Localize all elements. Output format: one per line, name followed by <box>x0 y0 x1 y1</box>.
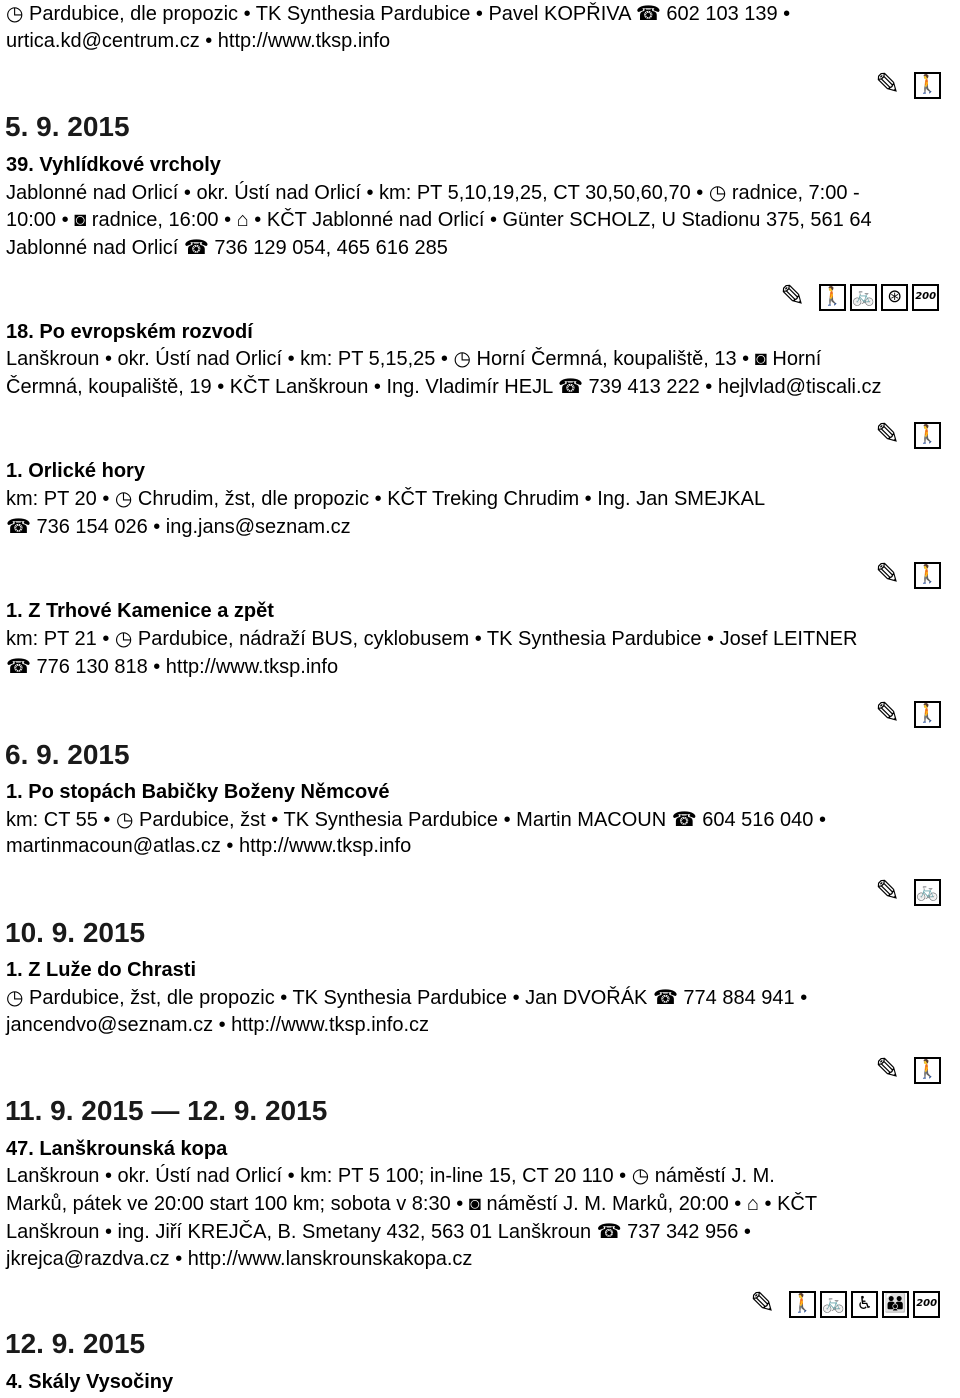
date-heading: 12. 9. 2015 <box>5 1328 146 1359</box>
badge-200-icon: 200 <box>912 284 939 311</box>
wheelchair-icon: ♿ <box>851 1291 878 1318</box>
seal-icon: ⊛ <box>881 284 908 311</box>
event-icons <box>875 1052 941 1087</box>
pencil-icon: ✎ <box>875 1052 901 1087</box>
event-contact-line: Jablonné nad Orlicí ☎ 736 129 054, 465 616 285 <box>6 237 448 259</box>
date-heading: 5. 9. 2015 <box>5 111 130 142</box>
event-info-line: km: PT 20 • ◷ Chrudim, žst, dle propozic • KČT Treking Chrudim • Ing. Jan SMEJKAL <box>6 488 766 510</box>
event-title: 1. Z Luže do Chrasti <box>6 959 197 981</box>
badge-200-icon: 200 <box>913 1291 940 1318</box>
bike-icon: 🚲 <box>820 1291 847 1318</box>
event-title: 1. Z Trhové Kamenice a zpět <box>6 600 274 622</box>
hiker-icon: 🚶 <box>819 284 846 311</box>
date-heading: 6. 9. 2015 <box>5 739 130 770</box>
pencil-icon: ✎ <box>875 696 901 731</box>
event-info-line: Marků, pátek ve 20:00 start 100 km; sobota v 8:30 • ◙ náměstí J. M. Marků, 20:00 • ⌂ • KČT <box>6 1193 818 1215</box>
event-icons <box>875 874 941 909</box>
event-contact-line: jancendvo@seznam.cz • http://www.tksp.info.cz <box>6 1014 430 1036</box>
hiker-icon: 🚶 <box>914 422 941 449</box>
event-icons <box>875 557 941 592</box>
event-title: 18. Po evropském rozvodí <box>6 321 253 343</box>
event-info-line: 10:00 • ◙ radnice, 16:00 • ⌂ • KČT Jablonné nad Orlicí • Günter SCHOLZ, U Stadionu 375, 561 64 <box>6 209 872 231</box>
event-info-line: Lanškroun • ing. Jiří KREJČA, B. Smetany 432, 563 01 Lanškroun ☎ 737 342 956 • <box>6 1221 751 1243</box>
event-info-line: Lanškroun • okr. Ústí nad Orlicí • km: PT 5,15,25 • ◷ Horní Čermná, koupaliště, 13 • ◙ Horní <box>6 348 822 370</box>
event-icons <box>780 279 939 314</box>
event-contact-line: ☎ 736 154 026 • ing.jans@seznam.cz <box>6 516 351 538</box>
event-info-line: ◷ Pardubice, dle propozic • TK Synthesia Pardubice • Pavel KOPŘIVA ☎ 602 103 139 • <box>6 3 791 25</box>
event-info-line: Jablonné nad Orlicí • okr. Ústí nad Orlicí • km: PT 5,10,19,25, CT 30,50,60,70 • ◷ radnice, 7:00 - <box>6 182 860 204</box>
pencil-icon: ✎ <box>875 67 901 102</box>
date-heading: 11. 9. 2015 — 12. 9. 2015 <box>5 1095 328 1126</box>
event-info-line: km: CT 55 • ◷ Pardubice, žst • TK Synthesia Pardubice • Martin MACOUN ☎ 604 516 040 • <box>6 809 826 831</box>
event-info-line: Lanškroun • okr. Ústí nad Orlicí • km: PT 5 100; in-line 15, CT 20 110 • ◷ náměstí J. M. <box>6 1165 775 1187</box>
pencil-icon: ✎ <box>875 874 901 909</box>
event-title: 1. Po stopách Babičky Boženy Němcové <box>6 781 390 803</box>
hiker-icon: 🚶 <box>914 1057 941 1084</box>
hiker-icon: 🚶 <box>789 1291 816 1318</box>
family-icon: 👪 <box>882 1291 909 1318</box>
event-title: 1. Orlické hory <box>6 460 145 482</box>
hiker-icon: 🚶 <box>914 562 941 589</box>
event-contact-line: urtica.kd@centrum.cz • http://www.tksp.info <box>6 30 391 52</box>
event-icons <box>750 1286 940 1321</box>
event-contact-line: martinmacoun@atlas.cz • http://www.tksp.info <box>6 835 412 857</box>
event-contact-line: jkrejca@razdva.cz • http://www.lanskrounskakopa.cz <box>6 1248 473 1270</box>
event-icons <box>875 67 941 102</box>
hiker-icon: 🚶 <box>914 701 941 728</box>
event-icons <box>875 417 941 452</box>
bike-icon: 🚲 <box>914 879 941 906</box>
event-info-line: ◷ Pardubice, žst, dle propozic • TK Synthesia Pardubice • Jan DVOŘÁK ☎ 774 884 941 • <box>6 987 808 1009</box>
bike-icon: 🚲 <box>850 284 877 311</box>
event-title: 47. Lanškrounská kopa <box>6 1138 228 1160</box>
pencil-icon: ✎ <box>780 279 806 314</box>
event-icons <box>875 696 941 731</box>
pencil-icon: ✎ <box>875 417 901 452</box>
event-info-line: km: PT 21 • ◷ Pardubice, nádraží BUS, cyklobusem • TK Synthesia Pardubice • Josef LEITNER <box>6 628 858 650</box>
event-contact-line: ☎ 776 130 818 • http://www.tksp.info <box>6 656 339 678</box>
date-heading: 10. 9. 2015 <box>5 917 146 948</box>
event-title: 4. Skály Vysočiny <box>6 1371 174 1393</box>
pencil-icon: ✎ <box>750 1286 776 1321</box>
hiker-icon: 🚶 <box>914 72 941 99</box>
pencil-icon: ✎ <box>875 557 901 592</box>
event-contact-line: Čermná, koupaliště, 19 • KČT Lanškroun • Ing. Vladimír HEJL ☎ 739 413 222 • hejlvlad@tiscali.cz <box>6 376 882 398</box>
event-title: 39. Vyhlídkové vrcholy <box>6 154 221 176</box>
